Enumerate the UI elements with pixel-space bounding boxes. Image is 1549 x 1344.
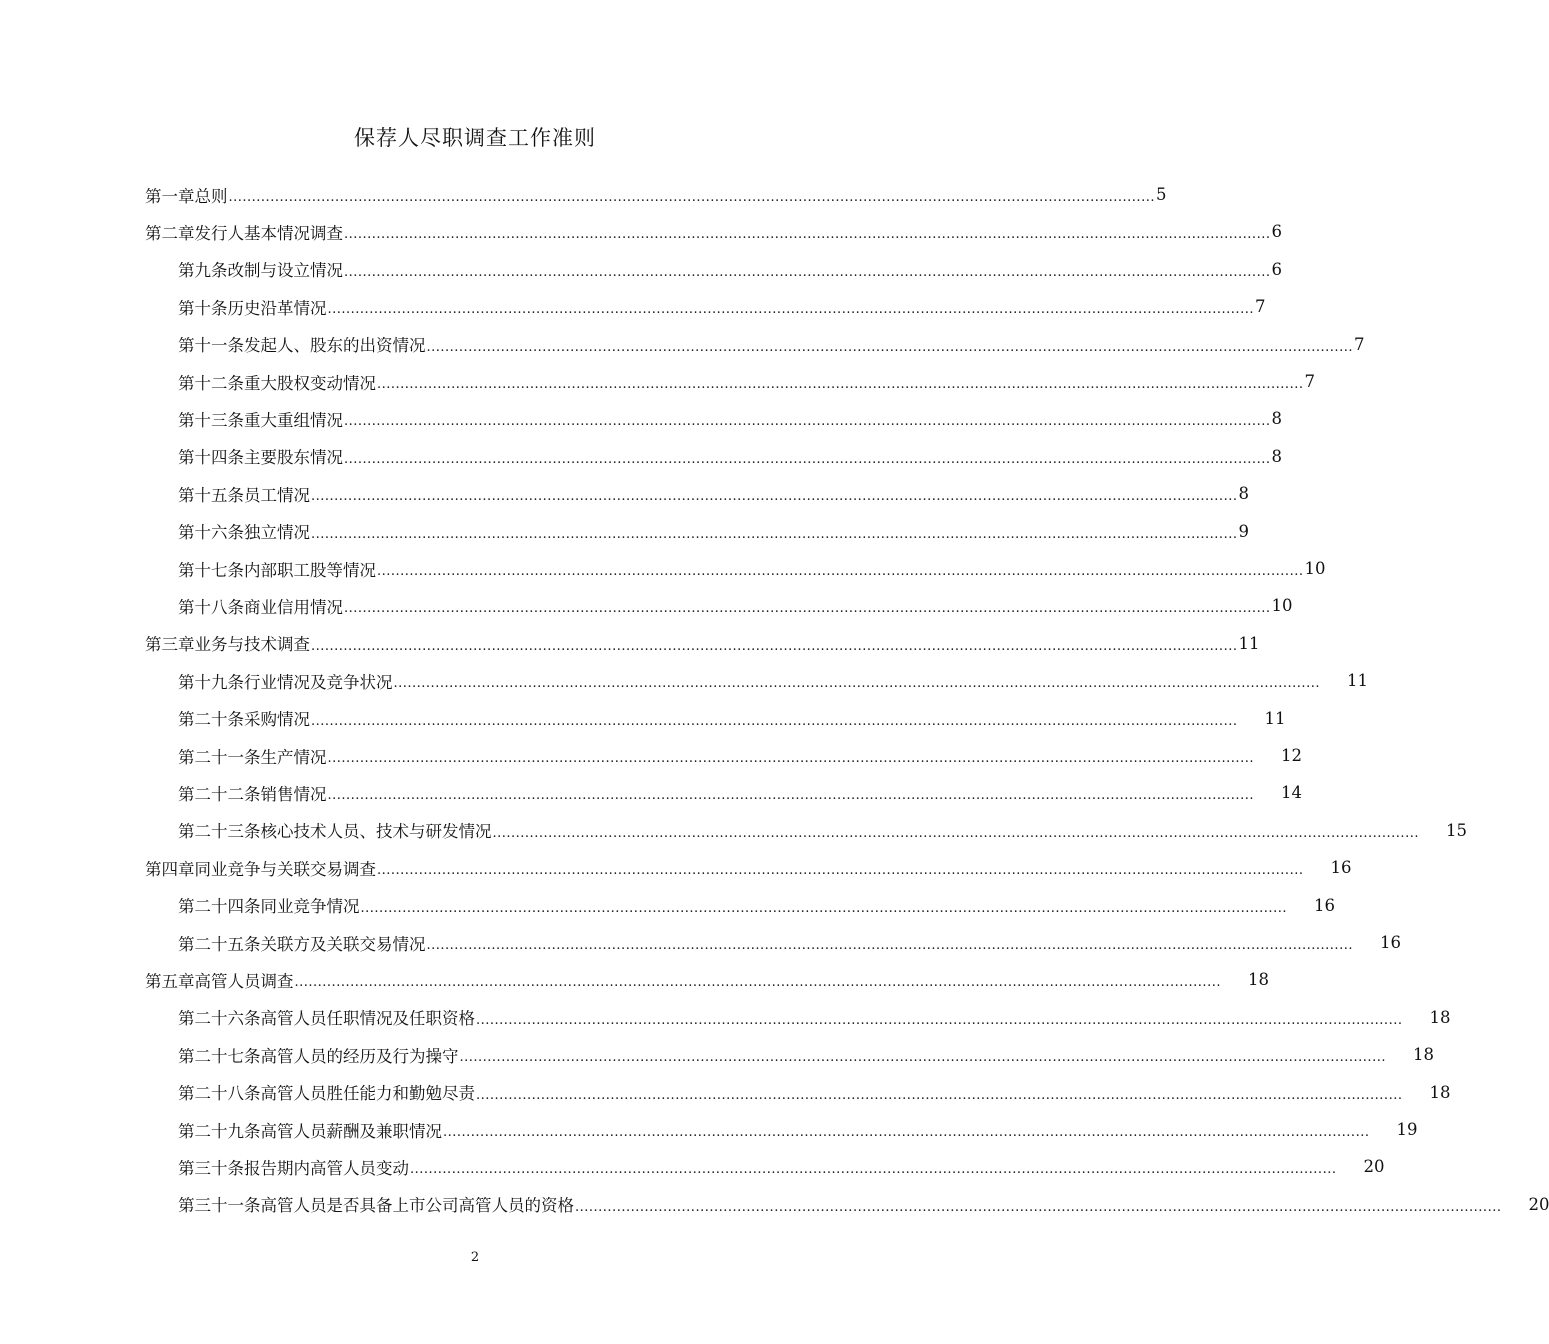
toc-entry-title: 高管人员任职情况及任职资格 (260, 1009, 475, 1029)
toc-article-row[interactable] (178, 1186, 1549, 1223)
toc-leader-dots: ........................................................................................................................................................................................................ (459, 1050, 1386, 1066)
toc-leader-dots: ........................................................................................................................................................................................................ (311, 713, 1238, 729)
toc-article-row[interactable] (178, 513, 1249, 550)
toc-leader-dots: ........................................................................................................................................................................................................ (228, 190, 1155, 205)
toc-entry-page: 18 (1429, 1007, 1451, 1027)
toc-entry-number: 第十五条 (178, 485, 244, 505)
toc-entry-title: 行业情况及竞争状况 (244, 672, 393, 692)
toc-entry-page: 15 (1445, 820, 1467, 840)
toc-entry-page: 14 (1280, 783, 1302, 803)
toc-entry-page: 11 (1346, 671, 1368, 691)
toc-entry-page: 18 (1412, 1045, 1434, 1065)
toc-entry-number: 第二十三条 (178, 822, 261, 842)
toc-entry-title: 商业信用情况 (244, 597, 343, 617)
toc-article-row[interactable] (178, 400, 1282, 437)
toc-article-row[interactable] (178, 924, 1401, 961)
toc-article-row[interactable] (178, 662, 1368, 699)
toc-entry-page: 18 (1429, 1082, 1451, 1102)
toc-entry-title: 同业竞争与关联交易调查 (194, 859, 376, 879)
toc-chapter-row[interactable] (145, 176, 1167, 213)
toc-chapter-row[interactable] (145, 849, 1352, 886)
toc-entry-number: 第三十一条 (178, 1196, 261, 1216)
page-number: 2 (470, 1250, 480, 1265)
toc-entry-title: 主要股东情况 (244, 448, 343, 468)
toc-entry-number: 第二十一条 (178, 747, 261, 767)
toc-entry-title: 改制与设立情况 (227, 261, 343, 281)
toc-article-row[interactable] (178, 587, 1293, 624)
toc-entry-number: 第十一条 (178, 336, 244, 356)
toc-leader-dots: ........................................................................................................................................................................................................ (327, 788, 1254, 804)
toc-entry-page: 10 (1304, 559, 1326, 578)
toc-entry-page: 8 (1271, 409, 1282, 429)
toc-article-row[interactable] (178, 438, 1282, 475)
toc-chapter-row[interactable] (145, 625, 1260, 662)
toc-entry-number: 第九条 (178, 261, 228, 281)
toc-entry-page: 6 (1271, 222, 1282, 242)
toc-leader-dots: ........................................................................................................................................................................................................ (426, 938, 1353, 953)
toc-leader-dots: ........................................................................................................................................................................................................ (575, 1199, 1502, 1215)
toc-entry-number: 第五章 (145, 971, 195, 991)
toc-leader-dots: ........................................................................................................................................................................................................ (344, 264, 1271, 280)
toc-entry-number: 第十六条 (178, 523, 244, 543)
toc-entry-title: 独立情况 (244, 523, 310, 543)
toc-entry-number: 第二十七条 (178, 1046, 261, 1066)
toc-entry-number: 第二十二条 (178, 784, 261, 804)
toc-entry-number: 第十八条 (178, 597, 244, 617)
toc-leader-dots: ........................................................................................................................................................................................................ (311, 526, 1238, 542)
toc-entry-title: 报告期内高管人员变动 (244, 1158, 409, 1178)
toc-leader-dots: ........................................................................................................................................................................................................ (311, 638, 1238, 654)
toc-entry-title: 总则 (194, 186, 228, 206)
toc-leader-dots: ........................................................................................................................................................................................................ (344, 414, 1271, 430)
toc-entry-title: 核心技术人员、技术与研发情况 (260, 822, 492, 842)
toc-entry-title: 发行人基本情况调查 (194, 223, 343, 243)
toc-entry-number: 第十三条 (178, 410, 244, 430)
toc-entry-page: 8 (1238, 484, 1249, 504)
toc-leader-dots: ........................................................................................................................................................................................................ (426, 339, 1353, 355)
toc-leader-dots: ........................................................................................................................................................................................................ (377, 863, 1304, 879)
toc-entry-number: 第二十八条 (178, 1084, 261, 1104)
toc-entry-page: 19 (1396, 1120, 1418, 1139)
toc-leader-dots: ........................................................................................................................................................................................................ (344, 227, 1271, 243)
toc-entry-page: 9 (1238, 521, 1249, 541)
toc-article-row[interactable] (178, 1074, 1451, 1111)
toc-article-row[interactable] (178, 737, 1302, 774)
toc-article-row[interactable] (178, 1111, 1418, 1148)
toc-entry-number: 第二十四条 (178, 897, 261, 917)
toc-leader-dots: ........................................................................................................................................................................................................ (393, 676, 1320, 692)
toc-entry-title: 高管人员的经历及行为操守 (260, 1046, 459, 1066)
toc-entry-title: 采购情况 (244, 710, 310, 730)
toc-leader-dots: ........................................................................................................................................................................................................ (294, 975, 1221, 991)
toc-leader-dots: ........................................................................................................................................................................................................ (344, 451, 1271, 467)
toc-entry-title: 发起人、股东的出资情况 (244, 336, 426, 356)
toc-leader-dots: ........................................................................................................................................................................................................ (476, 1087, 1403, 1103)
toc-entry-number: 第三十条 (178, 1158, 244, 1178)
toc-entry-title: 高管人员调查 (194, 971, 294, 991)
toc-article-row[interactable] (178, 363, 1315, 400)
toc-leader-dots: ........................................................................................................................................................................................................ (443, 1125, 1370, 1140)
toc-entry-page: 16 (1330, 858, 1352, 878)
toc-leader-dots: ........................................................................................................................................................................................................ (327, 302, 1254, 318)
toc-entry-number: 第十四条 (178, 448, 244, 468)
toc-entry-number: 第十二条 (178, 373, 244, 393)
toc-entry-title: 生产情况 (260, 747, 327, 767)
toc-entry-number: 第二十五条 (178, 934, 261, 954)
toc-leader-dots: ........................................................................................................................................................................................................ (476, 1012, 1403, 1028)
toc-entry-number: 第二十九条 (178, 1121, 261, 1141)
toc-entry-title: 高管人员薪酬及兼职情况 (260, 1121, 442, 1141)
toc-leader-dots: ........................................................................................................................................................................................................ (327, 751, 1254, 766)
toc-entry-number: 第十九条 (178, 672, 244, 692)
toc-entry-title: 重大股权变动情况 (244, 373, 376, 393)
toc-article-row[interactable] (178, 288, 1266, 325)
toc-entry-number: 第十七条 (178, 560, 244, 580)
toc-entry-number: 第十条 (178, 298, 228, 318)
toc-entry-number: 第二章 (145, 223, 195, 243)
toc-leader-dots: ........................................................................................................................................................................................................ (360, 900, 1287, 916)
toc-entry-page: 16 (1313, 895, 1335, 915)
toc-leader-dots: ........................................................................................................................................................................................................ (344, 601, 1271, 617)
toc-leader-dots: ........................................................................................................................................................................................................ (492, 825, 1419, 841)
toc-entry-page: 7 (1254, 297, 1266, 317)
toc-entry-page: 8 (1271, 446, 1282, 466)
toc-article-row[interactable] (178, 700, 1286, 737)
toc-entry-title: 关联方及关联交易情况 (260, 934, 426, 954)
toc-article-row[interactable] (178, 812, 1467, 849)
toc-article-row[interactable] (178, 887, 1335, 924)
toc-entry-page: 11 (1264, 708, 1286, 728)
toc-entry-number: 第一章 (145, 186, 195, 206)
toc-entry-title: 同业竞争情况 (260, 897, 360, 917)
toc-entry-page: 10 (1271, 596, 1293, 616)
page-title: 保荐人尽职调查工作准则 (354, 126, 596, 150)
toc-chapter-row[interactable] (145, 961, 1269, 998)
toc-entry-page: 6 (1271, 259, 1282, 279)
toc-entry-page: 16 (1379, 933, 1401, 952)
toc-entry-number: 第四章 (145, 859, 195, 879)
toc-article-row[interactable] (178, 251, 1282, 288)
toc-article-row[interactable] (178, 326, 1365, 363)
toc-entry-title: 员工情况 (244, 485, 310, 505)
toc-entry-page: 7 (1304, 372, 1315, 391)
toc-entry-page: 12 (1280, 746, 1302, 765)
toc-entry-page: 7 (1353, 334, 1365, 354)
toc-leader-dots: ........................................................................................................................................................................................................ (377, 377, 1304, 392)
toc-article-row[interactable] (178, 1148, 1385, 1185)
toc-leader-dots: ........................................................................................................................................................................................................ (311, 489, 1238, 505)
toc-entry-page: 20 (1363, 1157, 1385, 1177)
toc-article-row[interactable] (178, 1036, 1434, 1073)
toc-article-row[interactable] (178, 475, 1249, 512)
toc-entry-page: 5 (1155, 185, 1167, 204)
toc-leader-dots: ........................................................................................................................................................................................................ (410, 1162, 1337, 1178)
toc-entry-title: 内部职工股等情况 (244, 560, 376, 580)
toc-article-row[interactable] (178, 550, 1326, 587)
toc-entry-number: 第二十六条 (178, 1009, 261, 1029)
toc-leader-dots: ........................................................................................................................................................................................................ (377, 564, 1304, 579)
toc-entry-title: 重大重组情况 (244, 410, 343, 430)
toc-entry-title: 销售情况 (260, 784, 327, 804)
toc-article-row[interactable] (178, 774, 1302, 811)
toc-entry-title: 高管人员胜任能力和勤勉尽责 (260, 1084, 475, 1104)
toc-article-row[interactable] (178, 999, 1451, 1036)
toc-entry-title: 历史沿革情况 (227, 298, 327, 318)
toc-entry-page: 11 (1238, 633, 1260, 653)
toc-entry-number: 第三章 (145, 635, 195, 655)
toc-entry-page: 20 (1528, 1194, 1549, 1214)
toc-entry-title: 业务与技术调查 (194, 635, 310, 655)
toc-entry-page: 18 (1247, 970, 1269, 990)
toc-entry-number: 第二十条 (178, 710, 244, 730)
toc-entry-title: 高管人员是否具备上市公司高管人员的资格 (260, 1196, 574, 1216)
toc-chapter-row[interactable] (145, 213, 1282, 250)
